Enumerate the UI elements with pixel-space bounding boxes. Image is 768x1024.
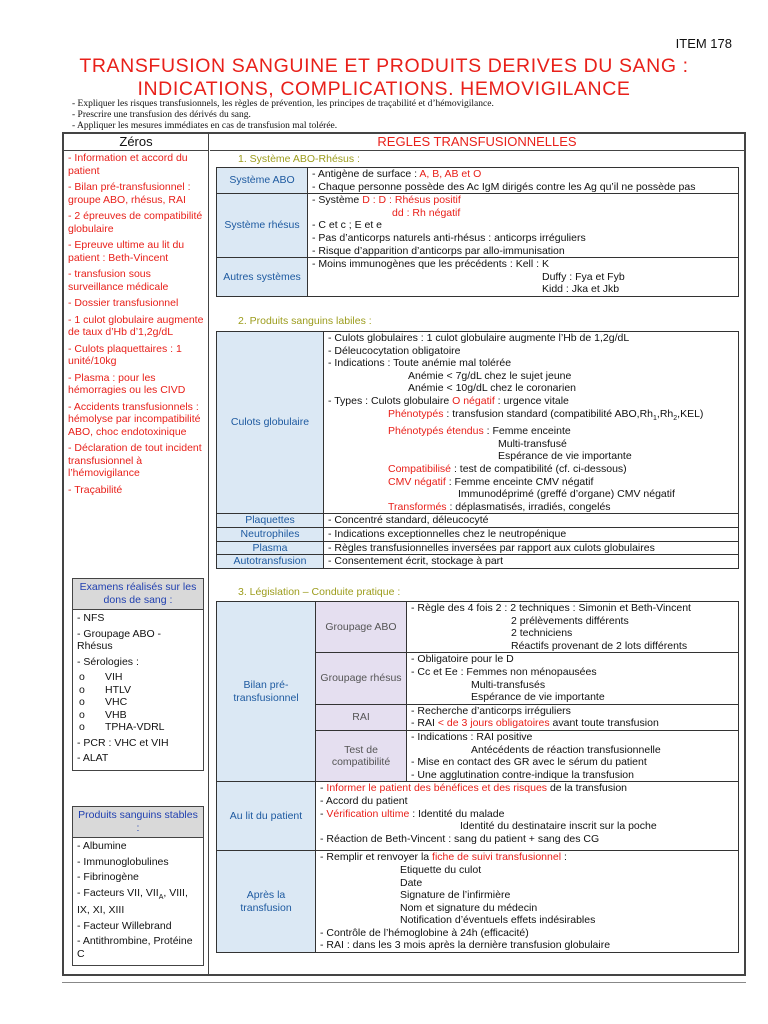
label-test-compatibilite: Test de compatibilité bbox=[316, 730, 407, 781]
autres-content: - Moins immunogènes que les précédents : Kell : K Duffy : Fya et Fyb Kidd : Jka et Jkb bbox=[308, 258, 739, 297]
zeros-heading: Zéros bbox=[64, 134, 208, 151]
rules-heading: REGLES TRANSFUSIONNELLES bbox=[210, 134, 744, 151]
neutrophiles-content: - Indications exceptionnelles chez le neutropénique bbox=[324, 528, 739, 542]
stables-item: - Facteurs VII, $VII_A$, VIII, IX, XI, XIII bbox=[77, 886, 188, 917]
examens-box bbox=[72, 578, 204, 771]
stables-item: - Immunoglobulines bbox=[77, 855, 169, 868]
examens-heading: Examens réalisés sur les dons de sang : bbox=[73, 579, 203, 610]
stables-item: - Albumine bbox=[77, 840, 127, 852]
label-groupage-rhesus: Groupage rhésus bbox=[316, 653, 407, 704]
serology-item: o HTLV bbox=[79, 683, 132, 696]
zeros-item: - Bilan pré-transfusionnel : groupe ABO, rhésus, RAI bbox=[68, 181, 191, 206]
zeros-item: - Déclaration de tout incident transfusionnel à l’hémovigilance bbox=[68, 442, 202, 479]
serology-item: o VHC bbox=[79, 696, 128, 708]
label-groupage-abo: Groupage ABO bbox=[316, 602, 407, 653]
serology-item: o VIH bbox=[79, 671, 123, 683]
serologies-list bbox=[77, 671, 199, 734]
serology-item: o VHB bbox=[79, 708, 127, 721]
zeros-item: - 1 culot globulaire augmente de taux d’Hb d’1,2g/dL bbox=[68, 313, 204, 338]
item-number: ITEM 178 bbox=[675, 36, 732, 51]
serology-item: o TPHA-VDRL bbox=[79, 721, 165, 733]
test-compatibilite-content: - Indications : RAI positive Antécédents de réaction transfusionnelle - Mise en contact des GR avec le sérum du patient - Une agglutination contre-indique la transfusion bbox=[407, 730, 739, 781]
abo-content: - Antigène de surface : A, B, AB et O - Chaque personne possède des Ac IgM dirigés contre les Ag qu’il ne possède pas bbox=[308, 168, 739, 194]
stables-box bbox=[72, 806, 204, 966]
apres-content: - Remplir et renvoyer la fiche de suivi transfusionnel : Etiquette du culot Date Signature de l’infirmière Nom et signature du médecin Notification d’éventuels effets indésirables - Contrôle de l’hémoglobine à 24h (efficacité) - RAI : dans les 3 mois après la dernière transfusion globulaire bbox=[316, 851, 739, 953]
label-abo: Système ABO bbox=[217, 168, 308, 194]
label-au-lit-du-patient: Au lit du patient bbox=[217, 782, 316, 851]
groupage-abo-content: - Règle des 4 fois 2 : 2 techniques : Simonin et Beth-Vincent 2 prélèvements différents 2 techniciens Réactifs provenant de 2 lots différents bbox=[407, 602, 739, 653]
bullet: o bbox=[79, 671, 85, 683]
produits-labiles-table bbox=[216, 331, 739, 569]
label-apres-la-transfusion: Après la transfusion bbox=[217, 851, 316, 953]
label-neutrophiles: Neutrophiles bbox=[217, 528, 324, 542]
label-autres-systemes: Autres systèmes bbox=[217, 258, 308, 297]
plaquettes-content: - Concentré standard, déleucocyté bbox=[324, 514, 739, 528]
title-line-2: INDICATIONS, COMPLICATIONS. HEMOVIGILANCE bbox=[137, 78, 631, 100]
examens-item: - NFS bbox=[77, 612, 105, 624]
zeros-item: - Accidents transfusionnels : hémolyse par incompatibilité ABO, choc endotoxinique bbox=[68, 400, 201, 438]
autotransfusion-content: - Consentement écrit, stockage à part bbox=[324, 555, 739, 569]
stables-list bbox=[73, 838, 203, 965]
objective: - Expliquer les risques transfusionnels, les règles de prévention, les principes de traçabilité et d’hémovigilance. bbox=[72, 99, 494, 109]
section-3-title: 3. Législation – Conduite pratique : bbox=[238, 586, 401, 598]
bullet: o bbox=[79, 721, 85, 733]
zeros-item: - transfusion sous surveillance médicale bbox=[68, 268, 169, 293]
title-line-1: TRANSFUSION SANGUINE ET PRODUITS DERIVES DU SANG : bbox=[79, 55, 689, 77]
zeros-list bbox=[68, 152, 206, 500]
zeros-item: - 2 épreuves de compatibilité globulaire bbox=[68, 210, 203, 235]
rhesus-content: - Système D : D : Rhésus positif dd : Rh négatif - C et c ; E et e - Pas d’anticorps naturels anti-rhésus : anticorps irréguliers - Risque d’apparition d’anticorps par allo-immunisation bbox=[308, 194, 739, 258]
stables-item: - Facteur Willebrand bbox=[77, 919, 172, 932]
label-bilan-pre-transfusionnel: Bilan pré-transfusionnel bbox=[217, 602, 316, 782]
bullet: o bbox=[79, 708, 85, 721]
stables-item: - Antithrombine, Protéine C bbox=[77, 935, 193, 960]
bottom-rule bbox=[62, 982, 746, 983]
zeros-item: - Traçabilité bbox=[68, 483, 123, 496]
objectives bbox=[72, 99, 732, 132]
examens-item: - Groupage ABO - Rhésus bbox=[77, 627, 162, 652]
examens-item: - ALAT bbox=[77, 752, 109, 764]
label-plasma: Plasma bbox=[217, 541, 324, 555]
objective: - Prescrire une transfusion des dérivés du sang. bbox=[72, 110, 251, 120]
stables-item: - Fibrinogène bbox=[77, 871, 139, 883]
column-divider bbox=[208, 134, 209, 974]
section-2-title: 2. Produits sanguins labiles : bbox=[238, 315, 372, 327]
rai-content: - Recherche d’anticorps irréguliers - RAI < de 3 jours obligatoires avant toute transfusion bbox=[407, 704, 739, 730]
plasma-content: - Règles transfusionnelles inversées par rapport aux culots globulaires bbox=[324, 541, 739, 555]
label-rai: RAI bbox=[316, 704, 407, 730]
legislation-table bbox=[216, 601, 739, 953]
label-culots-globulaire: Culots globulaire bbox=[217, 332, 324, 514]
page-title bbox=[0, 55, 768, 101]
section-1-title: 1. Système ABO-Rhésus : bbox=[238, 153, 360, 165]
stables-heading: Produits sanguins stables : bbox=[73, 807, 203, 838]
label-rhesus: Système rhésus bbox=[217, 194, 308, 258]
culots-content: - Culots globulaires : 1 culot globulaire augmente l’Hb de 1,2g/dL - Déleucocytation obligatoire - Indications : Toute anémie mal tolérée Anémie < 7g/dL chez le sujet jeune Anémie < 10g/dL chez le coronarien - Types : Culots globulaire O négatif : urgence vitale Phénotypés : transfusion standard (compatibilité $ABO,Rh_1,Rh_2,KEL$) Phénotypés étendus : Femme enceinte Multi-transfusé Espérance de vie importante Compatibilisé : test de compatibilité (cf. ci-dessous) CMV négatif : Femme enceinte CMV négatif Immunodéprimé (greffé d’organe) CMV négatif Transformés : déplasmatisés, irradiés, congelés bbox=[324, 332, 739, 514]
bullet: o bbox=[79, 683, 85, 696]
examens-item: - Sérologies : bbox=[77, 655, 139, 668]
examens-item: - PCR : VHC et VIH bbox=[77, 736, 169, 749]
zeros-item: - Dossier transfusionnel bbox=[68, 297, 179, 309]
label-autotransfusion: Autotransfusion bbox=[217, 555, 324, 569]
bullet: o bbox=[79, 696, 85, 708]
abo-rhesus-table bbox=[216, 167, 739, 297]
zeros-item: - Plasma : pour les hémorragies ou les CIVD bbox=[68, 371, 186, 396]
zeros-item: - Culots plaquettaires : 1 unité/10kg bbox=[68, 342, 182, 367]
examens-list bbox=[73, 610, 203, 770]
zeros-item: - Epreuve ultime au lit du patient : Beth-Vincent bbox=[68, 239, 185, 264]
zeros-item: - Information et accord du patient bbox=[68, 152, 188, 177]
au-lit-content: - Informer le patient des bénéfices et des risques de la transfusion - Accord du patient - Vérification ultime : Identité du malade Identité du destinataire inscrit sur la poche - Réaction de Beth-Vincent : sang du patient + sang des CG bbox=[316, 782, 739, 851]
label-plaquettes: Plaquettes bbox=[217, 514, 324, 528]
groupage-rhesus-content: - Obligatoire pour le D - Cc et Ee : Femmes non ménopausées Multi-transfusés Espérance de vie importante bbox=[407, 653, 739, 704]
objective: - Appliquer les mesures immédiates en cas de transfusion mal tolérée. bbox=[72, 121, 338, 131]
